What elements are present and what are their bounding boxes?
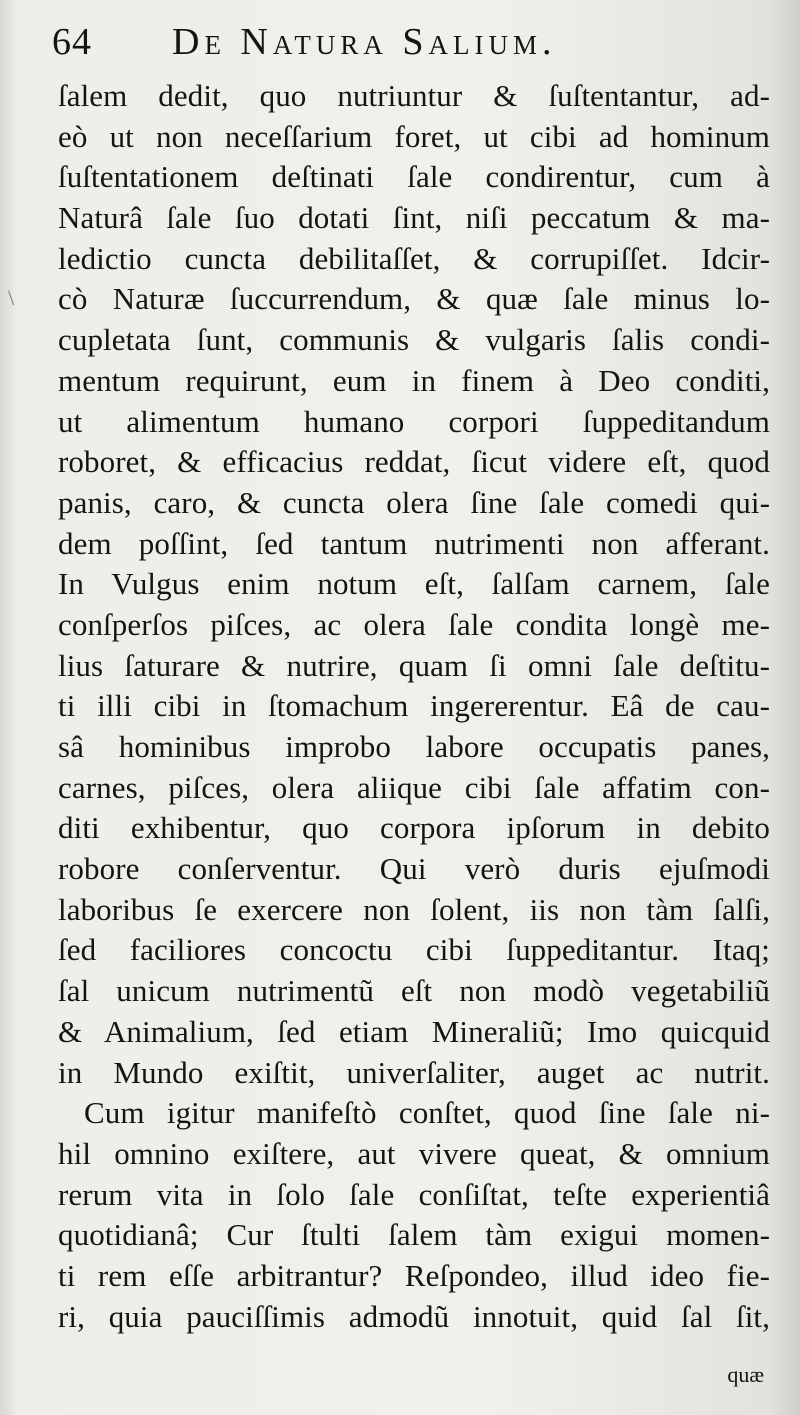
text-line: laboribus ſe exercere non ſolent, iis non tàm ſalſi, bbox=[58, 891, 770, 927]
text-line: panis, caro, & cuncta olera ſine ſale comedi qui- bbox=[58, 484, 770, 520]
text-line: quotidianâ; Cur ſtulti ſalem tàm exigui momen- bbox=[58, 1217, 770, 1253]
text-line: ſuſtentationem deſtinati ſale condirentur, cum à bbox=[58, 159, 770, 195]
text-line: In Vulgus enim notum eſt, ſalſam carnem, ſale bbox=[58, 566, 770, 602]
running-title: De Natura Salium. bbox=[172, 21, 557, 63]
text-line: lius ſaturare & nutrire, quam ſi omni ſale deſtitu- bbox=[58, 647, 770, 683]
text-line: ri, quia pauciſſimis admodũ innotuit, quid ſal ſit, bbox=[58, 1298, 770, 1334]
text-line: sâ hominibus improbo labore occupatis panes, bbox=[58, 729, 770, 764]
text-line: roboret, & efficacius reddat, ſicut videre eſt, quod bbox=[58, 444, 770, 480]
catchword: quæ bbox=[727, 1362, 764, 1387]
text-line: cò Naturæ ſuccurrendum, & quæ ſale minus lo- bbox=[58, 281, 770, 317]
page-number: 64 bbox=[52, 21, 92, 63]
text-line: rerum vita in ſolo ſale conſiſtat, teſte experientiâ bbox=[58, 1176, 770, 1212]
text-line: ſal unicum nutrimentũ eſt non modò vegetabiliũ bbox=[58, 973, 770, 1009]
text-line: Cum igitur manifeſtò conſtet, quod ſine ſale ni- bbox=[84, 1095, 770, 1131]
text-line: hil omnino exiſtere, aut vivere queat, & omnium bbox=[58, 1135, 770, 1171]
text-line: ſalem dedit, quo nutriuntur & ſuſtentantur, ad- bbox=[58, 78, 770, 113]
text-line: mentum requirunt, eum in finem à Deo conditi, bbox=[58, 362, 770, 398]
text-line: diti exhibentur, quo corpora ipſorum in debito bbox=[58, 810, 770, 846]
text-line: Naturâ ſale ſuo dotati ſint, niſi peccatum & ma- bbox=[58, 200, 770, 236]
margin-mark: \ bbox=[8, 285, 15, 310]
text-line: carnes, piſces, olera aliique cibi ſale affatim con- bbox=[58, 769, 770, 805]
text-line: conſperſos piſces, ac olera ſale condita longè me- bbox=[58, 606, 770, 642]
body-text bbox=[58, 76, 770, 1337]
text-line: in Mundo exiſtit, univerſaliter, auget ac nutrit. bbox=[58, 1054, 770, 1090]
page-header bbox=[52, 14, 772, 70]
text-line: ſed faciliores concoctu cibi ſuppeditantur. Itaq; bbox=[58, 932, 770, 968]
text-line: cupletata ſunt, communis & vulgaris ſalis condi- bbox=[58, 322, 770, 358]
text-line: eò ut non neceſſarium foret, ut cibi ad hominum bbox=[58, 118, 770, 154]
text-line: ut alimentum humano corpori ſuppeditandum bbox=[58, 403, 770, 439]
text-line: ledictio cuncta debilitaſſet, & corrupiſſet. Idcir- bbox=[58, 240, 770, 276]
text-line: robore conſerventur. Qui verò duris ejuſmodi bbox=[58, 851, 770, 887]
text-line: ti rem eſſe arbitrantur? Reſpondeo, illud ideo fie- bbox=[58, 1257, 770, 1293]
text-line: & Animalium, ſed etiam Mineraliũ; Imo quicquid bbox=[58, 1013, 770, 1049]
text-line: ti illi cibi in ſtomachum ingererentur. Eâ de cau- bbox=[58, 688, 770, 724]
text-line: dem poſſint, ſed tantum nutrimenti non afferant. bbox=[58, 525, 770, 561]
